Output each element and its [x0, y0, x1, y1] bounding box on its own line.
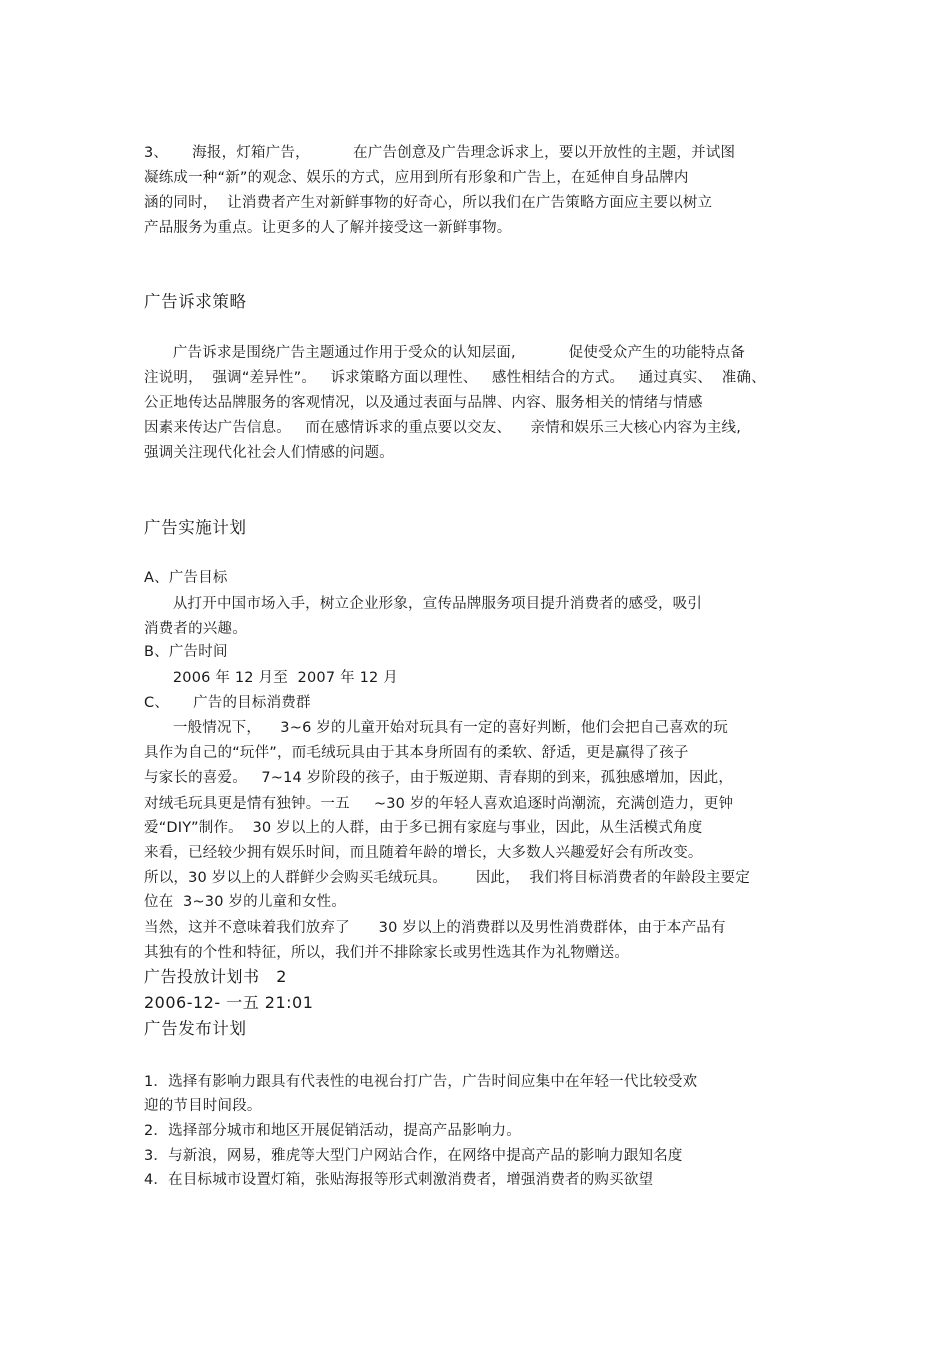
- appeal-para-line-4: 因素来传达广告信息。 而在感情诉求的重点要以交友、 亲情和娱乐三大核心内容为主线,: [144, 420, 742, 436]
- document-title: 广告投放计划书 2: [144, 967, 287, 986]
- plan-line-6: C、 广告的目标消费群: [144, 695, 311, 711]
- plan-line-11: 爱“DIY”制作。 30 岁以上的人群，由于多已拥有家庭与事业，因此，从生活模式角度: [144, 820, 703, 836]
- plan-line-13: 所以，30 岁以上的人群鲜少会购买毛绒玩具。 因此， 我们将目标消费者的年龄段主要定: [144, 870, 751, 886]
- plan-line-12: 来看，已经较少拥有娱乐时间，而且随着年龄的增长，大多数人兴趣爱好会有所改变。: [144, 845, 703, 861]
- plan-line-2: 从打开中国市场入手，树立企业形象，宣传品牌服务项目提升消费者的感受，吸引: [144, 596, 703, 612]
- plan-line-5: 2006 年 12 月至 2007 年 12 月: [144, 670, 398, 686]
- release-item-2: 2．选择部分城市和地区开展促销活动，提高产品影响力。: [144, 1123, 521, 1139]
- plan-line-7: 一般情况下， 3~6 岁的儿童开始对玩具有一定的喜好判断，他们会把自己喜欢的玩: [144, 720, 728, 736]
- plan-line-3: 消费者的兴趣。: [144, 621, 247, 637]
- plan-line-1: A、广告目标: [144, 570, 228, 586]
- appeal-strategy-heading: 广告诉求策略: [144, 292, 247, 311]
- appeal-para-line-3: 公正地传达品牌服务的客观情况，以及通过表面与品牌、内容、服务相关的情绪与情感: [144, 395, 703, 411]
- poster-para-line-4: 产品服务为重点。让更多的人了解并接受这一新鲜事物。: [144, 220, 512, 236]
- document-datetime: 2006-12- 一五 21:01: [144, 993, 314, 1012]
- appeal-para-line-1: 广告诉求是围绕广告主题通过作用于受众的认知层面, 促使受众产生的功能特点备: [144, 345, 746, 361]
- plan-line-16: 其独有的个性和特征，所以，我们并不排除家长或男性选其作为礼物赠送。: [144, 945, 630, 961]
- plan-line-9: 与家长的喜爱。 7~14 岁阶段的孩子，由于叛逆期、青春期的到来，孤独感增加，因此，: [144, 770, 734, 786]
- release-item-4: 4．在目标城市设置灯箱，张贴海报等形式刺激消费者，增强消费者的购买欲望: [144, 1172, 654, 1188]
- release-item-1-line-2: 迎的节目时间段。: [144, 1098, 262, 1114]
- appeal-para-line-5: 强调关注现代化社会人们情感的问题。: [144, 445, 394, 461]
- poster-para-line-1: 3、 海报，灯箱广告， 在广告创意及广告理念诉求上，要以开放性的主题，并试图: [144, 145, 736, 161]
- release-plan-heading: 广告发布计划: [144, 1019, 247, 1038]
- appeal-para-line-2: 注说明， 强调“差异性”。 诉求策略方面以理性、 感性相结合的方式。 通过真实、 准确、: [144, 370, 766, 386]
- plan-line-15: 当然，这并不意味着我们放弃了 30 岁以上的消费群以及男性消费群体，由于本产品有: [144, 920, 726, 936]
- release-item-1-line-1: 1．选择有影响力跟具有代表性的电视台打广告，广告时间应集中在年轻一代比较受欢: [144, 1074, 698, 1090]
- plan-line-14: 位在 3~30 岁的儿童和女性。: [144, 894, 347, 910]
- poster-para-line-2: 凝练成一种“新”的观念、娱乐的方式，应用到所有形象和广告上，在延伸自身品牌内: [144, 170, 689, 186]
- release-item-3: 3．与新浪，网易，雅虎等大型门户网站合作，在网络中提高产品的影响力跟知名度: [144, 1148, 683, 1164]
- poster-para-line-3: 涵的同时， 让消费者产生对新鲜事物的好奇心，所以我们在广告策略方面应主要以树立: [144, 195, 713, 211]
- plan-line-10: 对绒毛玩具更是情有独钟。一五 ~30 岁的年轻人喜欢追逐时尚潮流，充满创造力，更钟: [144, 796, 734, 812]
- implementation-plan-heading: 广告实施计划: [144, 518, 247, 537]
- plan-line-4: B、广告时间: [144, 644, 228, 660]
- plan-line-8: 具作为自己的“玩伴”，而毛绒玩具由于其本身所固有的柔软、舒适，更是赢得了孩子: [144, 745, 689, 761]
